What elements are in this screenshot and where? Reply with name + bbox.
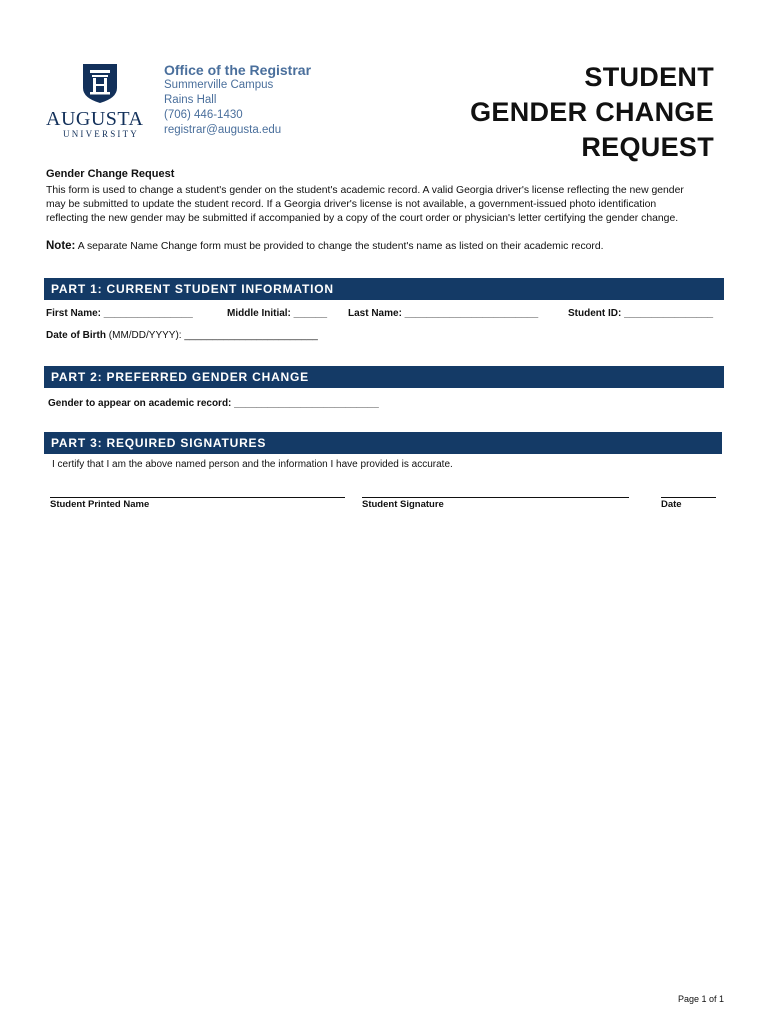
date-line[interactable] — [661, 496, 716, 498]
office-phone: (706) 446-1430 — [164, 109, 243, 121]
part2-section-header: PART 2: PREFERRED GENDER CHANGE — [44, 366, 724, 388]
printed-name-label: Student Printed Name — [50, 499, 150, 510]
office-address-building: Rains Hall — [164, 94, 217, 106]
middle-initial-field[interactable]: Middle Initial: ______ — [227, 308, 328, 319]
intro-paragraph-line: reflecting the new gender may be submitted if accompanied by a copy of the court order or physician's letter certifying the gender change. — [46, 213, 679, 224]
signature-label: Student Signature — [362, 499, 444, 510]
part3-section-header: PART 3: REQUIRED SIGNATURES — [44, 432, 722, 454]
note-text: A separate Name Change form must be provided to change the student's name as listed on their academic record. — [75, 241, 604, 252]
intro-paragraph-line: may be submitted to update the student record. If a Georgia driver's license is not available, a government-issued photo identification — [46, 199, 657, 210]
printed-name-line[interactable] — [50, 496, 345, 498]
intro-note — [46, 240, 604, 252]
date-of-birth-field[interactable] — [46, 330, 318, 341]
document-title — [470, 60, 714, 165]
intro-subhead: Gender Change Request — [46, 168, 175, 180]
dob-format: (MM/DD/YYYY): ________________________ — [106, 330, 318, 341]
note-label: Note: — [46, 240, 76, 252]
document-title-line: GENDER CHANGE — [470, 97, 714, 127]
last-name-field[interactable]: Last Name: ________________________ — [348, 308, 539, 319]
date-label: Date — [661, 499, 682, 510]
intro-paragraph-line: This form is used to change a student's gender on the student's academic record. A valid Georgia driver's license reflecting the new gender — [46, 185, 684, 196]
document-title-line: REQUEST — [581, 132, 714, 162]
logo-wordmark: AUGUSTA — [46, 108, 144, 130]
logo-subtitle: UNIVERSITY — [63, 129, 139, 139]
intro-paragraph — [46, 184, 726, 226]
office-title: Office of the Registrar — [164, 62, 312, 78]
first-name-field[interactable]: First Name: ________________ — [46, 308, 193, 319]
document-title-line: STUDENT — [584, 62, 714, 92]
augusta-university-logo-icon — [81, 62, 119, 104]
part1-section-header: PART 1: CURRENT STUDENT INFORMATION — [44, 278, 724, 300]
gender-field[interactable]: Gender to appear on academic record: __________________________ — [48, 398, 379, 409]
page-number: Page 1 of 1 — [677, 994, 724, 1004]
office-email: registrar@augusta.edu — [164, 124, 282, 136]
certification-statement: I certify that I am the above named person and the information I have provided is accurate. — [52, 459, 453, 470]
signature-line[interactable] — [362, 496, 629, 498]
office-address-campus: Summerville Campus — [164, 79, 274, 91]
student-id-field[interactable]: Student ID: ________________ — [568, 308, 714, 319]
dob-label: Date of Birth — [46, 330, 106, 341]
